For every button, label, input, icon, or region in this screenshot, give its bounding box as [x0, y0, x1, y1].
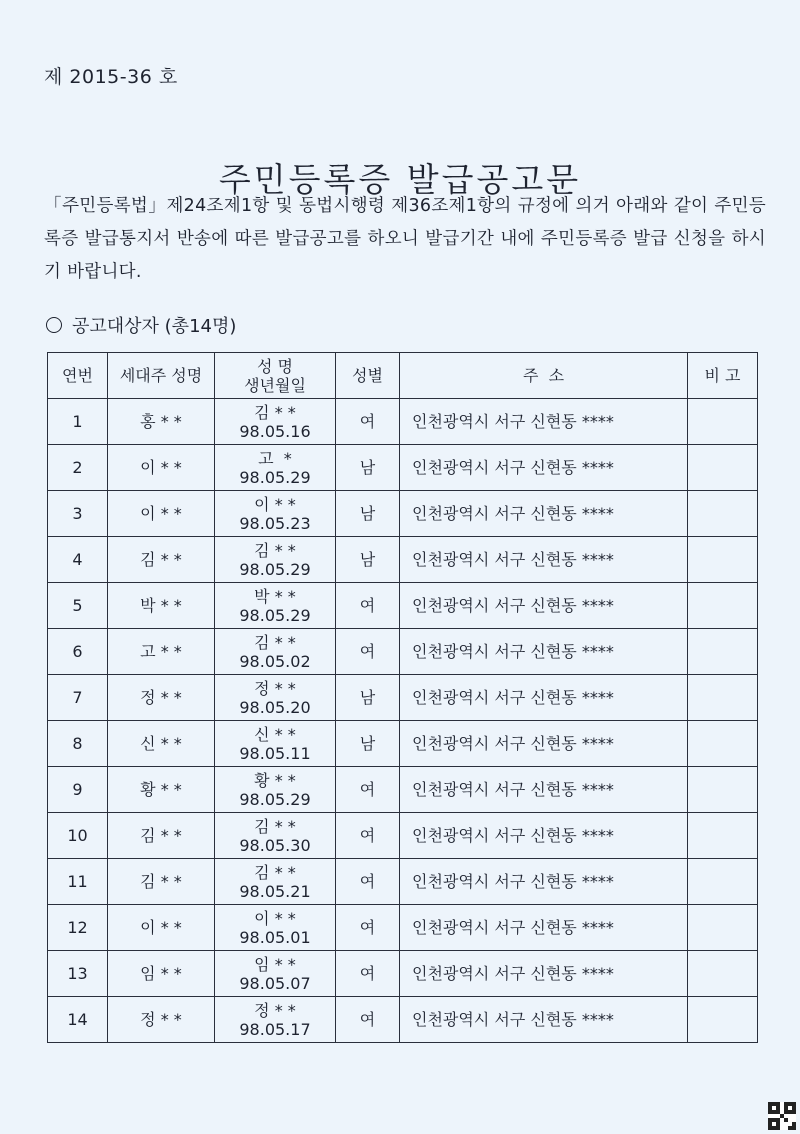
row-name: 김 * *: [254, 402, 296, 422]
row-no: 3: [48, 491, 108, 537]
row-name-birth: [215, 675, 336, 721]
row-no: 6: [48, 629, 108, 675]
row-birth: 98.05.29: [239, 605, 311, 625]
row-gender: 남: [336, 721, 400, 767]
row-birth: 98.05.21: [239, 881, 311, 901]
row-address: 인천광역시 서구 신현동 ****: [400, 445, 688, 491]
row-address: 인천광역시 서구 신현동 ****: [400, 583, 688, 629]
row-no: 8: [48, 721, 108, 767]
table-row: [48, 399, 758, 445]
table-row: [48, 721, 758, 767]
row-household-head: 김 * *: [108, 813, 215, 859]
row-note: [688, 997, 758, 1043]
row-no: 1: [48, 399, 108, 445]
row-birth: 98.05.20: [239, 697, 311, 717]
row-name: 김 * *: [254, 816, 296, 836]
header-no: 연번: [48, 353, 108, 399]
row-gender: 남: [336, 675, 400, 721]
row-household-head: 고 * *: [108, 629, 215, 675]
row-birth: 98.05.16: [239, 421, 311, 441]
section-heading: [46, 312, 236, 338]
row-birth: 98.05.30: [239, 835, 311, 855]
table-row: [48, 951, 758, 997]
table-row: [48, 859, 758, 905]
row-no: 5: [48, 583, 108, 629]
row-no: 7: [48, 675, 108, 721]
row-gender: 여: [336, 629, 400, 675]
row-birth: 98.05.02: [239, 651, 311, 671]
row-birth: 98.05.29: [239, 559, 311, 579]
row-no: 13: [48, 951, 108, 997]
row-address: 인천광역시 서구 신현동 ****: [400, 951, 688, 997]
row-gender: 여: [336, 905, 400, 951]
row-no: 4: [48, 537, 108, 583]
header-household-head: 세대주 성명: [108, 353, 215, 399]
row-birth: 98.05.11: [239, 743, 311, 763]
header-birth: 생년월일: [244, 375, 306, 395]
row-gender: 남: [336, 491, 400, 537]
table-row: [48, 629, 758, 675]
row-address: 인천광역시 서구 신현동 ****: [400, 399, 688, 445]
table-header-row: [48, 353, 758, 399]
intro-paragraph: 「주민등록법」제24조제1항 및 동법시행령 제36조제1항의 규정에 의거 아래와 같이 주민등록증 발급통지서 반송에 따른 발급공고를 하오니 발급기간 내에 주민등록증 발급 신청을 하시기 바랍니다.: [44, 196, 766, 282]
document-number: 제 2015-36 호: [44, 66, 178, 88]
row-household-head: 임 * *: [108, 951, 215, 997]
table-row: [48, 997, 758, 1043]
row-note: [688, 905, 758, 951]
row-household-head: 박 * *: [108, 583, 215, 629]
row-name: 박 * *: [254, 586, 296, 606]
row-name: 정 * *: [254, 678, 296, 698]
row-address: 인천광역시 서구 신현동 ****: [400, 905, 688, 951]
table-row: [48, 537, 758, 583]
header-name-birth: [215, 353, 336, 399]
row-note: [688, 675, 758, 721]
row-address: 인천광역시 서구 신현동 ****: [400, 537, 688, 583]
row-name-birth: [215, 905, 336, 951]
row-gender: 남: [336, 537, 400, 583]
row-gender: 여: [336, 813, 400, 859]
row-birth: 98.05.29: [239, 467, 311, 487]
row-name-birth: [215, 951, 336, 997]
row-name-birth: [215, 721, 336, 767]
row-name: 김 * *: [254, 632, 296, 652]
row-gender: 여: [336, 951, 400, 997]
row-no: 2: [48, 445, 108, 491]
row-household-head: 홍 * *: [108, 399, 215, 445]
row-name-birth: [215, 491, 336, 537]
row-address: 인천광역시 서구 신현동 ****: [400, 997, 688, 1043]
table-row: [48, 491, 758, 537]
row-name-birth: [215, 399, 336, 445]
row-no: 14: [48, 997, 108, 1043]
row-household-head: 이 * *: [108, 905, 215, 951]
row-gender: 여: [336, 859, 400, 905]
row-address: 인천광역시 서구 신현동 ****: [400, 767, 688, 813]
row-gender: 남: [336, 445, 400, 491]
row-address: 인천광역시 서구 신현동 ****: [400, 859, 688, 905]
row-household-head: 신 * *: [108, 721, 215, 767]
row-address: 인천광역시 서구 신현동 ****: [400, 721, 688, 767]
row-note: [688, 399, 758, 445]
row-household-head: 황 * *: [108, 767, 215, 813]
row-household-head: 이 * *: [108, 445, 215, 491]
table-row: [48, 445, 758, 491]
row-gender: 여: [336, 767, 400, 813]
section-heading-label: 공고대상자 (총14명): [72, 316, 237, 337]
table-row: [48, 767, 758, 813]
row-name-birth: [215, 537, 336, 583]
row-note: [688, 767, 758, 813]
row-note: [688, 859, 758, 905]
qr-code-icon: [768, 1102, 796, 1130]
row-name: 신 * *: [254, 724, 296, 744]
row-address: 인천광역시 서구 신현동 ****: [400, 675, 688, 721]
table-row: [48, 583, 758, 629]
row-note: [688, 721, 758, 767]
header-note: 비 고: [688, 353, 758, 399]
row-gender: 여: [336, 583, 400, 629]
header-address: 주 소: [400, 353, 688, 399]
circle-icon: [46, 317, 62, 333]
row-name: 정 * *: [254, 1000, 296, 1020]
header-name: 성 명: [257, 356, 293, 376]
row-no: 11: [48, 859, 108, 905]
recipient-table: [47, 352, 758, 1043]
row-note: [688, 491, 758, 537]
row-birth: 98.05.29: [239, 789, 311, 809]
page-title: 주민등록증 발급공고문: [218, 160, 582, 200]
row-gender: 여: [336, 399, 400, 445]
row-no: 10: [48, 813, 108, 859]
row-name: 김 * *: [254, 862, 296, 882]
table-row: [48, 905, 758, 951]
row-no: 12: [48, 905, 108, 951]
row-gender: 여: [336, 997, 400, 1043]
row-name-birth: [215, 583, 336, 629]
row-no: 9: [48, 767, 108, 813]
row-household-head: 이 * *: [108, 491, 215, 537]
row-household-head: 정 * *: [108, 997, 215, 1043]
row-note: [688, 445, 758, 491]
row-name-birth: [215, 813, 336, 859]
row-birth: 98.05.17: [239, 1019, 311, 1039]
row-name: 김 * *: [254, 540, 296, 560]
table-row: [48, 813, 758, 859]
row-name: 황 * *: [254, 770, 296, 790]
row-household-head: 김 * *: [108, 537, 215, 583]
row-birth: 98.05.23: [239, 513, 311, 533]
row-note: [688, 583, 758, 629]
row-note: [688, 629, 758, 675]
row-note: [688, 813, 758, 859]
row-birth: 98.05.07: [239, 973, 311, 993]
row-name-birth: [215, 767, 336, 813]
row-household-head: 정 * *: [108, 675, 215, 721]
row-address: 인천광역시 서구 신현동 ****: [400, 491, 688, 537]
row-name: 이 * *: [254, 908, 296, 928]
row-name-birth: [215, 445, 336, 491]
row-name: 고 *: [258, 448, 292, 468]
row-address: 인천광역시 서구 신현동 ****: [400, 813, 688, 859]
row-name-birth: [215, 629, 336, 675]
row-address: 인천광역시 서구 신현동 ****: [400, 629, 688, 675]
row-note: [688, 537, 758, 583]
row-note: [688, 951, 758, 997]
row-name: 임 * *: [254, 954, 296, 974]
row-household-head: 김 * *: [108, 859, 215, 905]
row-name-birth: [215, 997, 336, 1043]
header-gender: 성별: [336, 353, 400, 399]
row-name: 이 * *: [254, 494, 296, 514]
row-name-birth: [215, 859, 336, 905]
table-row: [48, 675, 758, 721]
row-birth: 98.05.01: [239, 927, 311, 947]
